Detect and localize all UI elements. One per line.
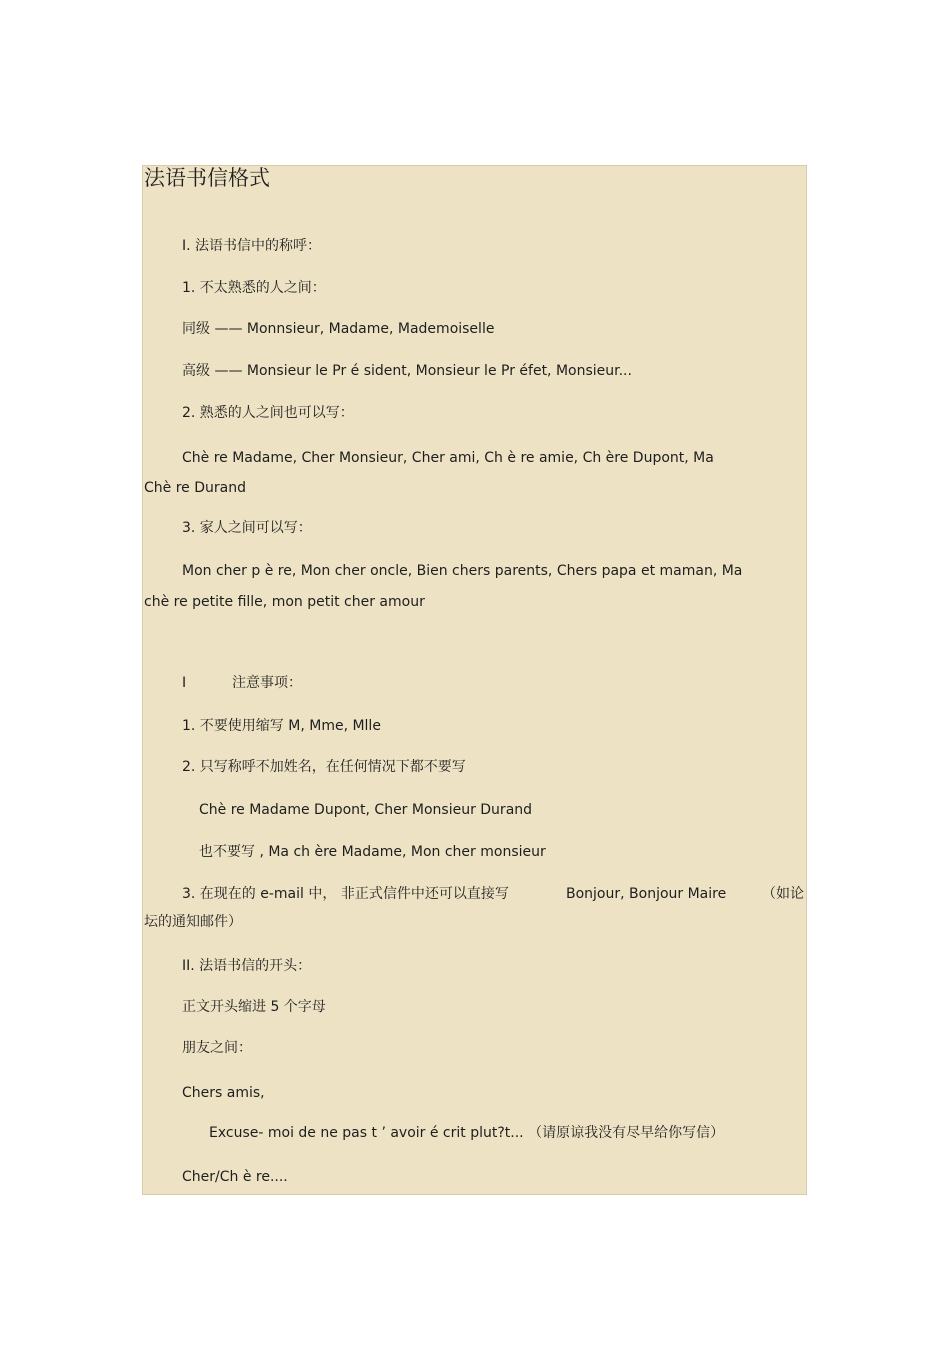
section-1-item-1: 1. 不太熟悉的人之间： bbox=[182, 280, 326, 296]
note-3-line-2: 坛的通知邮件） bbox=[144, 914, 242, 930]
section-1-heading: I. 法语书信中的称呼： bbox=[182, 238, 322, 254]
section-2-item-2: 朋友之间： bbox=[182, 1040, 252, 1056]
section-2-item-1: 正文开头缩进 5 个字母 bbox=[182, 999, 326, 1015]
note-2a: Chè re Madame Dupont, Cher Monsieur Durand bbox=[199, 802, 533, 818]
section-2-item-3: Chers amis, bbox=[182, 1085, 265, 1101]
section-2-item-4: Excuse- moi de ne pas t ’ avoir é crit plut?t... （请原谅我没有尽早给你写信） bbox=[209, 1125, 725, 1141]
note-3-line-1-b: Bonjour, Bonjour Maire bbox=[566, 886, 727, 902]
section-2-heading: II. 法语书信的开头： bbox=[182, 958, 312, 974]
section-2-item-5: Cher/Ch è re.... bbox=[182, 1169, 288, 1185]
section-1-item-1b: 高级 —— Monsieur le Pr é sident, Monsieur le Pr éfet, Monsieur... bbox=[182, 363, 632, 379]
note-2: 2. 只写称呼不加姓名，在任何情况下都不要写 bbox=[182, 759, 466, 775]
section-1-item-2: 2. 熟悉的人之间也可以写： bbox=[182, 405, 354, 421]
note-2b: 也不要写 , Ma ch ère Madame, Mon cher monsieur bbox=[199, 844, 546, 860]
section-1-item-3: 3. 家人之间可以写： bbox=[182, 520, 312, 536]
section-1-item-3a-line-2: chè re petite fille, mon petit cher amour bbox=[144, 594, 425, 610]
notes-heading: 注意事项： bbox=[232, 675, 302, 691]
note-3-line-1-a: 3. 在现在的 e-mail 中， 非正式信件中还可以直接写 bbox=[182, 886, 509, 902]
note-3-line-1-c: （如论 bbox=[762, 886, 804, 902]
document-title: 法语书信格式 bbox=[144, 166, 270, 190]
note-1: 1. 不要使用缩写 M, Mme, Mlle bbox=[182, 718, 381, 734]
section-1-item-1a: 同级 —— Monnsieur, Madame, Mademoiselle bbox=[182, 321, 495, 337]
section-1-item-2a-line-2: Chè re Durand bbox=[144, 480, 246, 496]
section-1-item-2a-line-1: Chè re Madame, Cher Monsieur, Cher ami, Ch è re amie, Ch ère Dupont, Ma bbox=[182, 450, 714, 466]
section-1-item-3a-line-1: Mon cher p è re, Mon cher oncle, Bien chers parents, Chers papa et maman, Ma bbox=[182, 563, 743, 579]
notes-heading-numeral: I bbox=[182, 675, 187, 691]
